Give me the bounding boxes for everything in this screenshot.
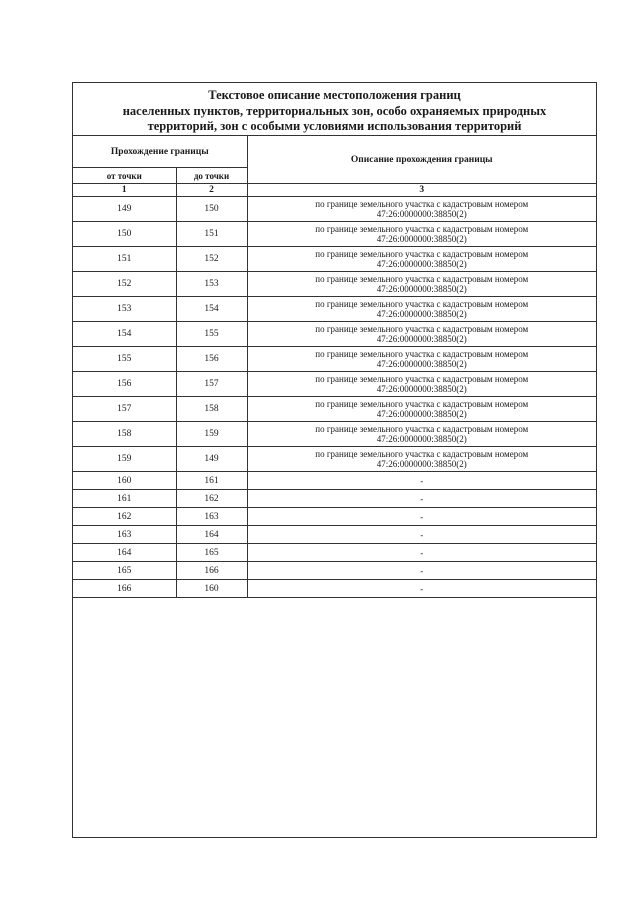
to-point-cell: 165 xyxy=(176,544,247,562)
table-row xyxy=(73,222,596,247)
to-point-cell: 150 xyxy=(176,197,247,222)
description-cell xyxy=(247,472,596,490)
description-cell xyxy=(247,422,596,447)
from-point-cell: 160 xyxy=(73,472,176,490)
to-point-cell: 166 xyxy=(176,562,247,580)
to-point-cell: 162 xyxy=(176,490,247,508)
description-line: по границе земельного участка с кадастровым номером xyxy=(315,349,529,359)
to-point-cell: 153 xyxy=(176,272,247,297)
cadastral-number: 47:26:0000000:38850(2) xyxy=(376,259,467,269)
cadastral-number: 47:26:0000000:38850(2) xyxy=(376,409,467,419)
description-cell xyxy=(247,544,596,562)
description-line: - xyxy=(420,583,424,594)
description-cell xyxy=(247,562,596,580)
description-line: - xyxy=(420,511,424,522)
from-point-cell: 153 xyxy=(73,297,176,322)
description-line: по границе земельного участка с кадастровым номером xyxy=(315,274,529,284)
cadastral-number: 47:26:0000000:38850(2) xyxy=(376,434,467,444)
cadastral-number: 47:26:0000000:38850(2) xyxy=(376,359,467,369)
table-row xyxy=(73,247,596,272)
boundary-table xyxy=(73,136,596,598)
to-point-cell: 158 xyxy=(176,397,247,422)
title-line: населенных пунктов, территориальных зон, особо охраняемых природных xyxy=(122,103,547,118)
description-line: - xyxy=(420,565,424,576)
description-cell xyxy=(247,490,596,508)
column-number: 1 xyxy=(73,184,176,197)
from-point-cell: 157 xyxy=(73,397,176,422)
description-cell xyxy=(247,526,596,544)
to-point-cell: 160 xyxy=(176,580,247,598)
from-point-cell: 150 xyxy=(73,222,176,247)
table-row xyxy=(73,472,596,490)
table-row xyxy=(73,372,596,397)
description-line: по границе земельного участка с кадастровым номером xyxy=(315,224,529,234)
description-cell xyxy=(247,297,596,322)
header-description: Описание прохождения границы xyxy=(247,136,596,184)
table-row xyxy=(73,490,596,508)
cadastral-number: 47:26:0000000:38850(2) xyxy=(376,384,467,394)
to-point-cell: 154 xyxy=(176,297,247,322)
to-point-cell: 155 xyxy=(176,322,247,347)
cadastral-number: 47:26:0000000:38850(2) xyxy=(376,334,467,344)
cadastral-number: 47:26:0000000:38850(2) xyxy=(376,234,467,244)
to-point-cell: 159 xyxy=(176,422,247,447)
table-row xyxy=(73,347,596,372)
cadastral-number: 47:26:0000000:38850(2) xyxy=(376,209,467,219)
to-point-cell: 164 xyxy=(176,526,247,544)
to-point-cell: 163 xyxy=(176,508,247,526)
description-line: - xyxy=(420,529,424,540)
description-line: по границе земельного участка с кадастровым номером xyxy=(315,249,529,259)
description-line: - xyxy=(420,493,424,504)
table-row xyxy=(73,297,596,322)
description-line: по границе земельного участка с кадастровым номером xyxy=(315,449,529,459)
from-point-cell: 164 xyxy=(73,544,176,562)
column-number: 3 xyxy=(247,184,596,197)
from-point-cell: 154 xyxy=(73,322,176,347)
description-cell xyxy=(247,322,596,347)
description-cell xyxy=(247,397,596,422)
from-point-cell: 158 xyxy=(73,422,176,447)
to-point-cell: 156 xyxy=(176,347,247,372)
header-boundary-passage: Прохождение границы xyxy=(73,136,247,168)
table-row xyxy=(73,447,596,472)
table-body xyxy=(73,197,596,598)
description-cell xyxy=(247,272,596,297)
document-title xyxy=(73,83,596,136)
description-cell xyxy=(247,580,596,598)
table-row xyxy=(73,272,596,297)
description-cell xyxy=(247,447,596,472)
title-line: территорий, зон с особыми условиями использования территорий xyxy=(147,119,522,133)
column-number: 2 xyxy=(176,184,247,197)
to-point-cell: 157 xyxy=(176,372,247,397)
table-row xyxy=(73,508,596,526)
cadastral-number: 47:26:0000000:38850(2) xyxy=(376,309,467,319)
to-point-cell: 161 xyxy=(176,472,247,490)
title-line: Текстовое описание местоположения границ xyxy=(208,88,461,102)
description-cell xyxy=(247,222,596,247)
document-frame xyxy=(72,82,597,838)
description-line: - xyxy=(420,475,424,486)
cadastral-number: 47:26:0000000:38850(2) xyxy=(376,459,467,469)
description-line: по границе земельного участка с кадастровым номером xyxy=(315,374,529,384)
header-from-point: от точки xyxy=(73,168,176,184)
description-cell xyxy=(247,197,596,222)
description-line: - xyxy=(420,547,424,558)
table-row xyxy=(73,397,596,422)
from-point-cell: 156 xyxy=(73,372,176,397)
from-point-cell: 166 xyxy=(73,580,176,598)
description-cell xyxy=(247,372,596,397)
from-point-cell: 162 xyxy=(73,508,176,526)
table-row xyxy=(73,580,596,598)
header-to-point: до точки xyxy=(176,168,247,184)
from-point-cell: 163 xyxy=(73,526,176,544)
from-point-cell: 151 xyxy=(73,247,176,272)
description-line: по границе земельного участка с кадастровым номером xyxy=(315,424,529,434)
table-row xyxy=(73,526,596,544)
table-row xyxy=(73,422,596,447)
to-point-cell: 151 xyxy=(176,222,247,247)
from-point-cell: 159 xyxy=(73,447,176,472)
description-line: по границе земельного участка с кадастровым номером xyxy=(315,199,529,209)
table-row xyxy=(73,562,596,580)
description-line: по границе земельного участка с кадастровым номером xyxy=(315,324,529,334)
from-point-cell: 155 xyxy=(73,347,176,372)
from-point-cell: 161 xyxy=(73,490,176,508)
description-line: по границе земельного участка с кадастровым номером xyxy=(315,399,529,409)
description-cell xyxy=(247,508,596,526)
description-line: по границе земельного участка с кадастровым номером xyxy=(315,299,529,309)
from-point-cell: 165 xyxy=(73,562,176,580)
to-point-cell: 152 xyxy=(176,247,247,272)
table-row xyxy=(73,322,596,347)
cadastral-number: 47:26:0000000:38850(2) xyxy=(376,284,467,294)
from-point-cell: 149 xyxy=(73,197,176,222)
from-point-cell: 152 xyxy=(73,272,176,297)
to-point-cell: 149 xyxy=(176,447,247,472)
description-cell xyxy=(247,347,596,372)
table-row xyxy=(73,544,596,562)
description-cell xyxy=(247,247,596,272)
table-row xyxy=(73,197,596,222)
